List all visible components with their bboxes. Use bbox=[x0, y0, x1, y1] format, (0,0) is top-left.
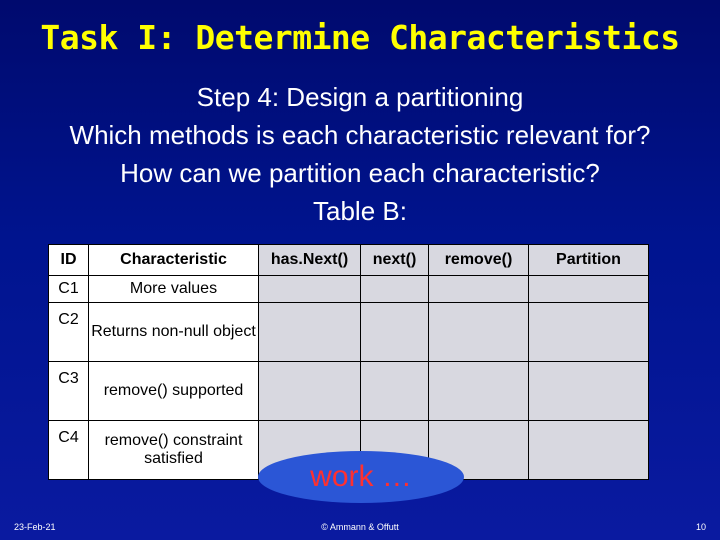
cell-empty bbox=[529, 362, 649, 421]
cell-empty bbox=[429, 303, 529, 362]
row-id: C2 bbox=[49, 303, 89, 362]
cell-empty bbox=[529, 303, 649, 362]
row-id: C3 bbox=[49, 362, 89, 421]
footer-page-number: 10 bbox=[695, 522, 706, 532]
row-characteristic: Returns non-null object bbox=[89, 303, 259, 362]
table-row bbox=[49, 276, 649, 303]
cell-empty bbox=[361, 303, 429, 362]
cell-empty bbox=[429, 276, 529, 303]
cell-empty bbox=[259, 303, 361, 362]
question-partition: How can we partition each characteristic? bbox=[120, 158, 600, 188]
table-label: Table B: bbox=[313, 196, 407, 226]
header-partition: Partition bbox=[529, 245, 649, 276]
table-header-row bbox=[49, 245, 649, 276]
header-next: next() bbox=[361, 245, 429, 276]
row-characteristic: More values bbox=[89, 276, 259, 303]
row-id: C1 bbox=[49, 276, 89, 303]
cell-empty bbox=[361, 276, 429, 303]
header-hasnext: has.Next() bbox=[259, 245, 361, 276]
footer-copyright: © Ammann & Offutt bbox=[321, 522, 399, 532]
row-characteristic: remove() constraint satisfied bbox=[89, 421, 259, 480]
table-row bbox=[49, 362, 649, 421]
characteristics-table bbox=[48, 244, 649, 480]
table-row bbox=[49, 303, 649, 362]
row-id: C4 bbox=[49, 421, 89, 480]
row-characteristic: remove() supported bbox=[89, 362, 259, 421]
cell-empty bbox=[529, 421, 649, 480]
cell-empty bbox=[529, 276, 649, 303]
work-oval bbox=[258, 451, 464, 503]
work-oval-text: work … bbox=[310, 460, 412, 493]
slide-title: Task I: Determine Characteristics bbox=[40, 18, 680, 57]
header-characteristic: Characteristic bbox=[89, 245, 259, 276]
footer-date: 23-Feb-21 bbox=[14, 522, 56, 532]
cell-empty bbox=[259, 362, 361, 421]
slide-text bbox=[0, 78, 720, 230]
cell-empty bbox=[429, 362, 529, 421]
cell-empty bbox=[361, 362, 429, 421]
cell-empty bbox=[259, 276, 361, 303]
step-line: Step 4: Design a partitioning bbox=[196, 82, 524, 112]
header-remove: remove() bbox=[429, 245, 529, 276]
question-methods: Which methods is each characteristic relevant for? bbox=[69, 120, 651, 150]
header-id: ID bbox=[49, 245, 89, 276]
